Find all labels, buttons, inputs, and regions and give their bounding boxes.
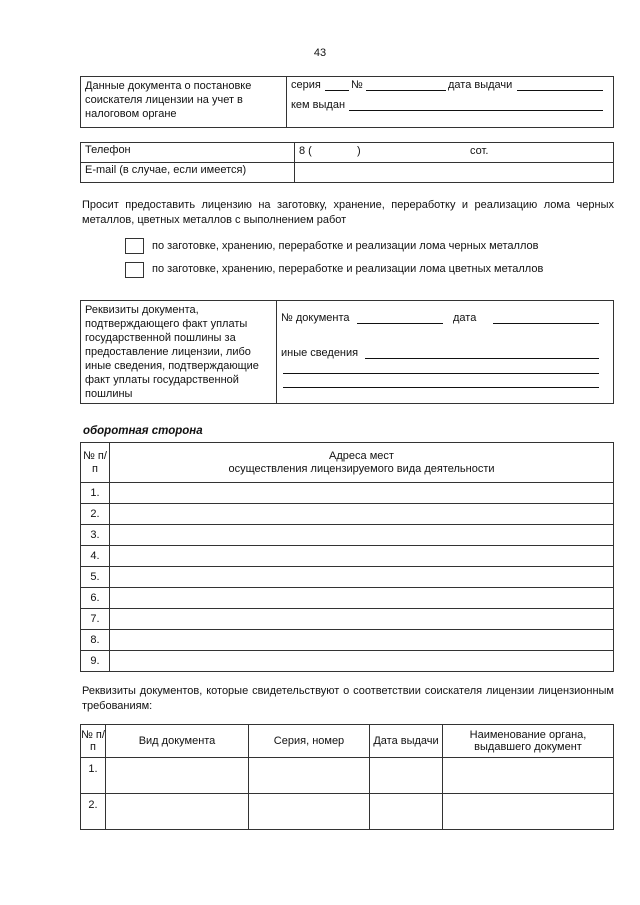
addresses-table — [80, 442, 614, 672]
address-row-num: 9. — [81, 651, 110, 672]
address-cell[interactable] — [110, 588, 614, 609]
reverse-side-heading: оборотная сторона — [83, 425, 203, 437]
address-cell[interactable] — [110, 630, 614, 651]
fee-doc-number-label: № документа — [281, 312, 350, 324]
issued-by-label: кем выдан — [291, 99, 346, 111]
docs-type-cell[interactable] — [106, 794, 249, 830]
docs-issuer-header: Наименование органа, выдавшего документ — [443, 725, 614, 758]
option-ferrous-label: по заготовке, хранению, переработке и реализации лома черных металлов — [152, 240, 539, 252]
address-cell[interactable] — [110, 483, 614, 504]
tax-registration-table — [80, 76, 614, 128]
request-text: Просит предоставить лицензию на заготовку, хранение, переработку и реализацию лома черных металлов, цветных металлов с выполнением работ — [82, 199, 614, 226]
addresses-title-2: осуществления лицензируемого вида деятельности — [228, 462, 495, 475]
docs-issuer-cell[interactable] — [443, 758, 614, 794]
option-nonferrous-checkbox[interactable] — [125, 262, 144, 278]
address-row-num: 8. — [81, 630, 110, 651]
issue-date-label: дата выдачи — [448, 79, 513, 91]
fee-date-field[interactable] — [493, 312, 599, 324]
series-label: серия — [291, 79, 321, 91]
fee-table — [80, 300, 614, 404]
fee-other-line-3[interactable] — [283, 387, 599, 388]
phone-prefix: 8 ( — [299, 145, 312, 157]
address-cell[interactable] — [110, 504, 614, 525]
address-cell[interactable] — [110, 567, 614, 588]
address-row-num: 2. — [81, 504, 110, 525]
tax-doc-label: Данные документа о постановке соискателя лицензии на учет в налоговом органе — [85, 80, 252, 120]
address-cell[interactable] — [110, 525, 614, 546]
fee-other-line-2[interactable] — [283, 373, 599, 374]
docs-type-header: Вид документа — [106, 725, 249, 758]
series-field[interactable] — [325, 79, 349, 91]
docs-issuer-cell[interactable] — [443, 794, 614, 830]
fee-doc-number-field[interactable] — [357, 312, 443, 324]
email-label: E-mail (в случае, если имеется) — [81, 163, 295, 183]
issue-date-field[interactable] — [517, 79, 603, 91]
docs-row-num: 2. — [81, 794, 106, 830]
docs-series-cell[interactable] — [249, 794, 370, 830]
option-ferrous-checkbox[interactable] — [125, 238, 144, 254]
email-field[interactable] — [295, 163, 614, 183]
compliance-text: Реквизиты документов, которые свидетельствуют о соответствии соискателя лицензии лицензионным требованиям: — [82, 685, 614, 712]
address-row-num: 3. — [81, 525, 110, 546]
docs-num-header: № п/п — [81, 725, 106, 758]
addresses-title-1: Адреса мест — [329, 449, 394, 462]
docs-row-num: 1. — [81, 758, 106, 794]
address-row-num: 4. — [81, 546, 110, 567]
number-label: № — [351, 79, 363, 91]
address-row-num: 1. — [81, 483, 110, 504]
address-cell[interactable] — [110, 651, 614, 672]
number-field[interactable] — [366, 79, 446, 91]
page-number: 43 — [313, 47, 327, 59]
docs-date-cell[interactable] — [370, 758, 443, 794]
address-row-num: 6. — [81, 588, 110, 609]
fee-date-label: дата — [453, 312, 477, 324]
address-cell[interactable] — [110, 546, 614, 567]
documents-table — [80, 724, 614, 830]
option-nonferrous-label: по заготовке, хранению, переработке и реализации лома цветных металлов — [152, 263, 544, 275]
fee-label: Реквизиты документа, подтверждающего факт уплаты государственной пошлины за предоставление лицензии, либо иные сведения, подтверждающие факт уплаты государственной пошлины — [85, 304, 259, 400]
contacts-table — [80, 142, 614, 183]
docs-date-header: Дата выдачи — [370, 725, 443, 758]
issued-by-field[interactable] — [349, 99, 603, 111]
fee-other-label: иные сведения — [281, 347, 359, 359]
phone-field[interactable] — [295, 143, 614, 163]
phone-label: Телефон — [81, 143, 295, 163]
address-row-num: 5. — [81, 567, 110, 588]
docs-type-cell[interactable] — [106, 758, 249, 794]
mobile-label: сот. — [470, 145, 489, 157]
addresses-num-header: № п/п — [81, 443, 110, 483]
phone-close: ) — [357, 145, 361, 157]
docs-date-cell[interactable] — [370, 794, 443, 830]
address-row-num: 7. — [81, 609, 110, 630]
docs-series-cell[interactable] — [249, 758, 370, 794]
docs-series-header: Серия, номер — [249, 725, 370, 758]
fee-other-field[interactable] — [365, 347, 599, 359]
address-cell[interactable] — [110, 609, 614, 630]
